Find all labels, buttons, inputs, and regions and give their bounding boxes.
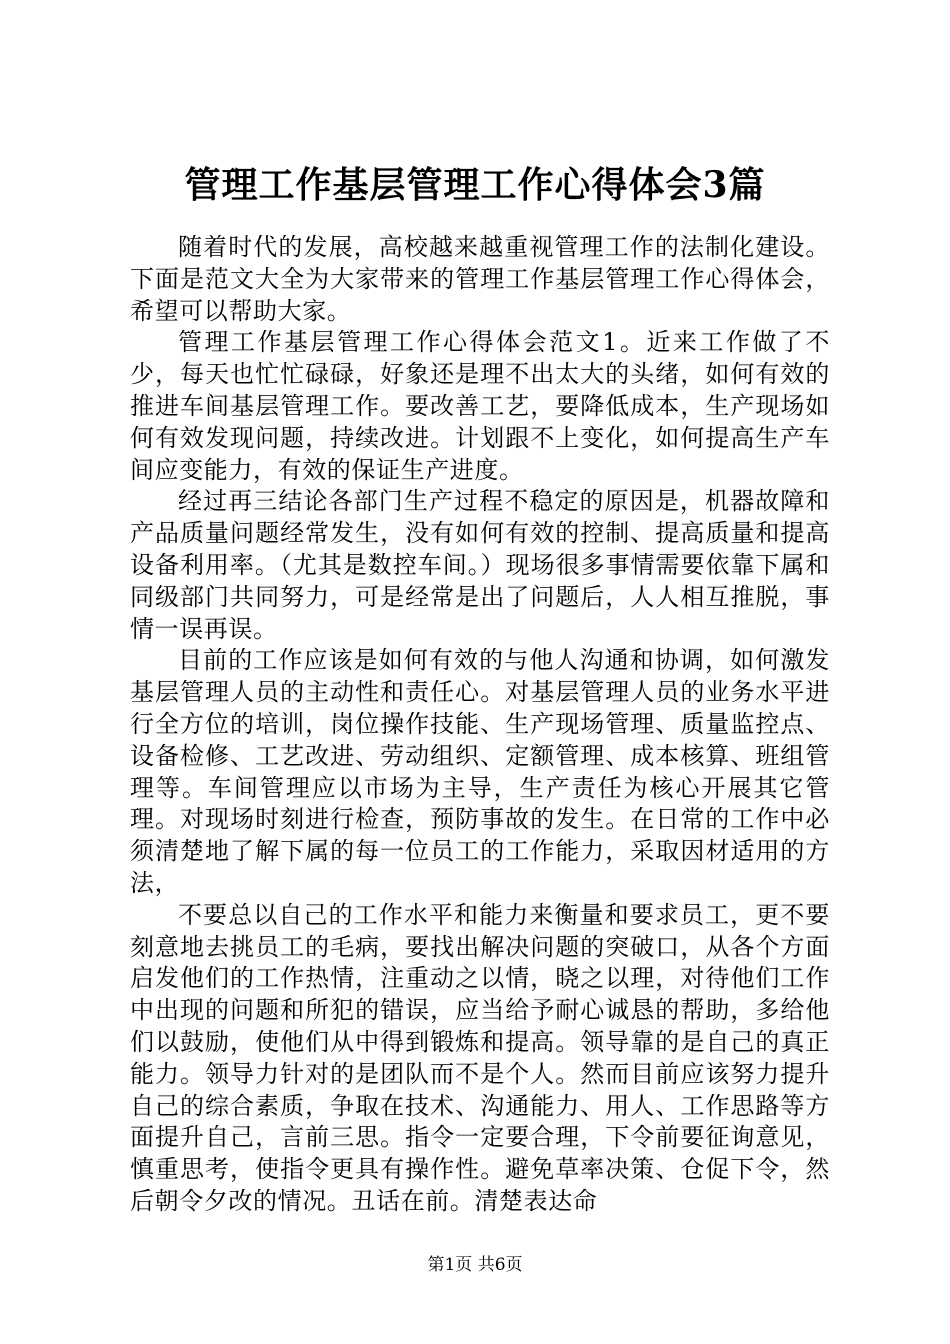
document-body bbox=[130, 232, 830, 1218]
paragraph-intro: 随着时代的发展，高校越来越重视管理工作的法制化建设。下面是范文大全为大家带来的管理工作基层管理工作心得体会，希望可以帮助大家。 bbox=[130, 233, 830, 325]
page-number-footer: 第1页 共6页 bbox=[427, 1255, 523, 1275]
paragraph-causes: 经过再三结论各部门生产过程不稳定的原因是，机器故障和产品质量问题经常发生，没有如何有效的控制、提高质量和提高设备利用率。（尤其是数控车间。）现场很多事情需要依靠下属和同级部门共同努力，可是经常是出了问题后，人人相互推脱，事情一误再误。 bbox=[130, 487, 830, 643]
paragraph-sample-1: 管理工作基层管理工作心得体会范文1。近来工作做了不少，每天也忙忙碌碌，好象还是理不出太大的头绪，如何有效的推进车间基层管理工作。要改善工艺，要降低成本，生产现场如何有效发现问题，持续改进。计划跟不上变化，如何提高生产车间应变能力，有效的保证生产进度。 bbox=[130, 328, 830, 484]
paragraph-leadership: 不要总以自己的工作水平和能力来衡量和要求员工，更不要刻意地去挑员工的毛病，要找出解决问题的突破口，从各个方面启发他们的工作热情，注重动之以情，晓之以理，对待他们工作中出现的问题和所犯的错误，应当给予耐心诚恳的帮助，多给他们以鼓励，使他们从中得到锻炼和提高。领导靠的是自己的真正能力。领导力针对的是团队而不是个人。然而目前应该努力提升自己的综合素质，争取在技术、沟通能力、用人、工作思路等方面提升自己，言前三思。指令一定要合理，下令前要征询意见，慎重思考，使指令更具有操作性。避免草率决策、仓促下令，然后朝令夕改的情况。丑话在前。清楚表达命 bbox=[130, 900, 830, 1215]
page-title: 管理工作基层管理工作心得体会3篇 bbox=[184, 164, 766, 206]
paragraph-current-work: 目前的工作应该是如何有效的与他人沟通和协调，如何激发基层管理人员的主动性和责任心。对基层管理人员的业务水平进行全方位的培训，岗位操作技能、生产现场管理、质量监控点、设备检修、工艺改进、劳动组织、定额管理、成本核算、班组管理等。车间管理应以市场为主导，生产责任为核心开展其它管理。对现场时刻进行检查，预防事故的发生。在日常的工作中必须清楚地了解下属的每一位员工的工作能力，采取因材适用的方法， bbox=[130, 646, 830, 897]
